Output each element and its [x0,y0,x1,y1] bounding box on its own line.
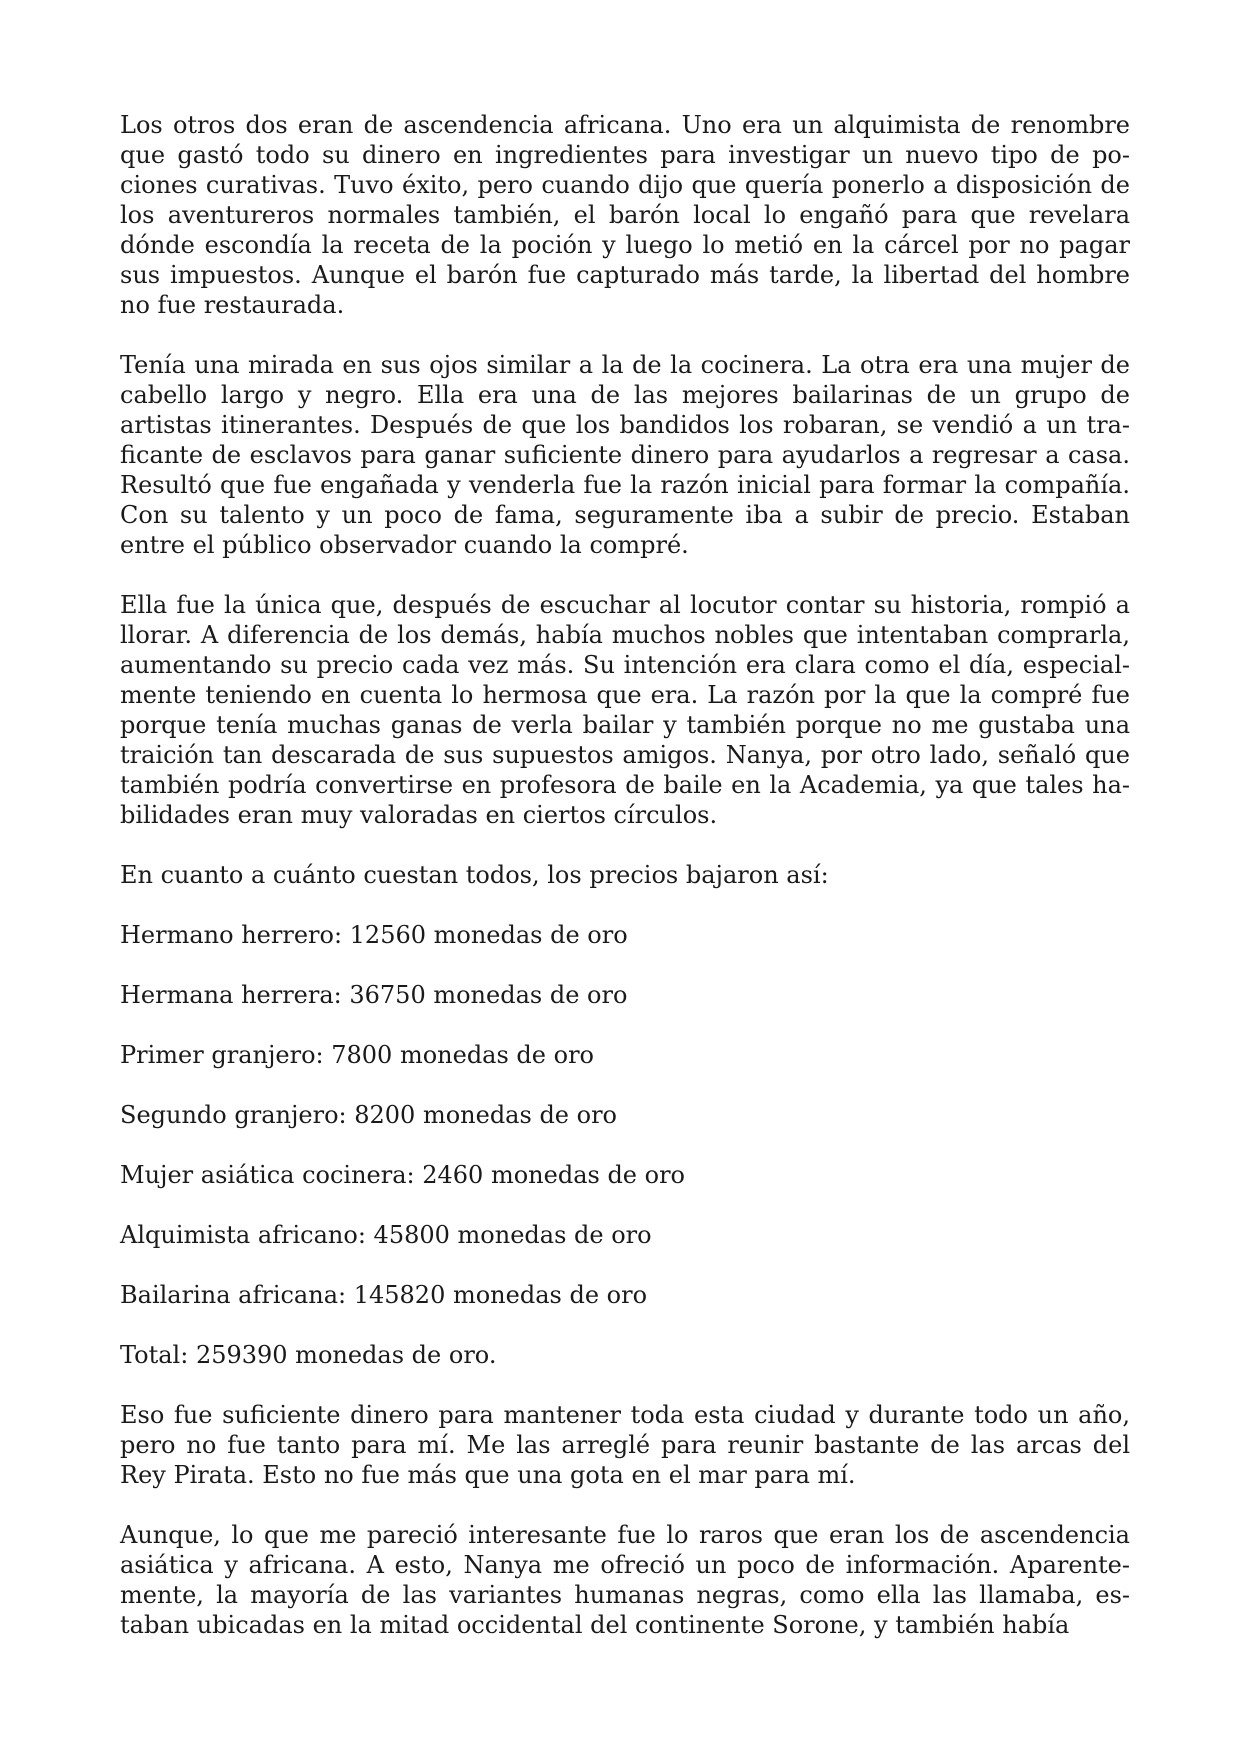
document-page [120,110,1130,1670]
paragraph-money: Eso fue suficiente dinero para mantener toda esta ciudad y durante todo un año, pero no fue tanto para mí. Me las arreglé para reunir bastante de las arcas del Rey Pirata. Esto no fue más que una gota en el mar para mí. [120,1401,1130,1489]
price-item: Mujer asiática cocinera: 2460 monedas de oro [120,1161,686,1189]
price-item: Alquimista africano: 45800 monedas de oro [120,1221,652,1249]
price-item: Bailarina africana: 145820 monedas de oro [120,1281,648,1309]
paragraph-prices-intro: En cuanto a cuánto cuestan todos, los precios bajaron así: [120,861,829,889]
price-item: Hermano herrero: 12560 monedas de oro [120,921,628,949]
paragraph-ancestry: Aunque, lo que me pareció interesante fue lo raros que eran los de ascendencia asiática y africana. A esto, Nanya me ofreció un poco de información. Aparentemente, la mayoría de las variantes humanas negras, como ella las llamaba, estaban ubicadas en la mitad occidental del continente Sorone, y también había [120,1521,1130,1639]
price-total: Total: 259390 monedas de oro. [120,1341,497,1369]
paragraph-alchemist: Los otros dos eran de ascendencia africana. Uno era un alquimista de renombre que gastó todo su dinero en ingredientes para investigar un nuevo tipo de pociones curativas. Tuvo éxito, pero cuando dijo que quería ponerlo a disposición de los aventureros normales también, el barón local lo engañó para que revelara dónde escondía la receta de la poción y luego lo metió en la cárcel por no pagar sus impuestos. Aunque el barón fue capturado más tarde, la libertad del hombre no fue restaurada. [120,111,1130,319]
price-item: Primer granjero: 7800 monedas de oro [120,1041,594,1069]
paragraph-auction: Ella fue la única que, después de escuchar al locutor contar su historia, rompió a llorar. A diferencia de los demás, había muchos nobles que intentaban comprarla, aumentando su precio cada vez más. Su intención era clara como el día, especialmente teniendo en cuenta lo hermosa que era. La razón por la que la compré fue porque tenía muchas ganas de verla bailar y también porque no me gustaba una traición tan descarada de sus supuestos amigos. Nanya, por otro lado, señaló que también podría convertirse en profesora de baile en la Academia, ya que tales habilidades eran muy valoradas en ciertos círculos. [120,591,1130,829]
paragraph-dancer: Tenía una mirada en sus ojos similar a la de la cocinera. La otra era una mujer de cabello largo y negro. Ella era una de las mejores bailarinas de un grupo de artistas itinerantes. Después de que los bandidos los robaran, se vendió a un traficante de esclavos para ganar suficiente dinero para ayudarlos a regresar a casa. Resultó que fue engañada y venderla fue la razón inicial para formar la compañía. Con su talento y un poco de fama, seguramente iba a subir de precio. Estaban entre el público observador cuando la compré. [120,351,1130,559]
price-item: Segundo granjero: 8200 monedas de oro [120,1101,618,1129]
price-list [120,920,1130,1370]
price-item: Hermana herrera: 36750 monedas de oro [120,981,628,1009]
